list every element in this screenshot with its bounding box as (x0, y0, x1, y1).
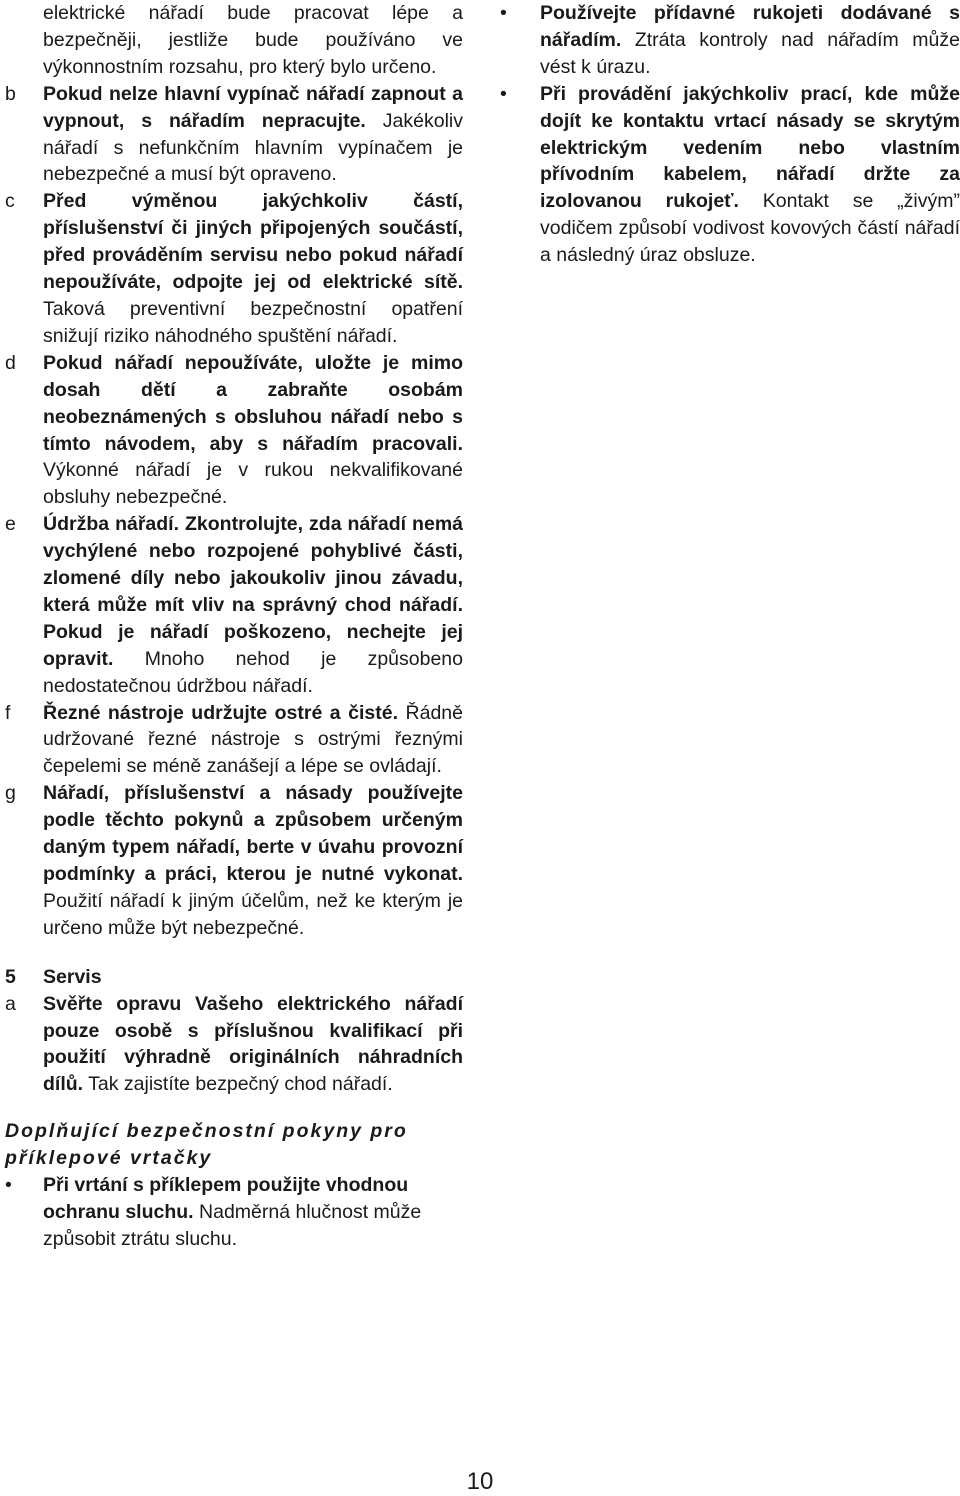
continuation-paragraph (5, 0, 463, 81)
item-normal-text: Výkonné nářadí je v rukou nekvalifikované obsluhy nebezpečné. (43, 459, 463, 509)
item-normal-text: Řádně udržované řezné nástroje s ostrými řeznými čepelemi se méně zanášejí a lépe se ovládají. (43, 701, 463, 778)
bullet-item-handles (500, 0, 960, 81)
list-item-g (5, 780, 463, 941)
bullet-normal-text: Kontakt se „živým” vodičem způsobí vodivost kovových částí nářadí a následný úraz obsluze. (540, 190, 960, 267)
bullet-marker: • (5, 1174, 12, 1197)
item-marker: b (5, 82, 16, 105)
subheading-drill-safety: Doplňující bezpečnostní pokyny pro příklepové vrtačky (5, 1120, 408, 1170)
item-marker: e (5, 513, 16, 536)
item-bold-text: Před výměnou jakýchkoliv částí, příslušenství či jiných připojených součástí, před prováděním servisu nebo pokud nářadí nepoužíváte, odpojte jej od elektrické sítě. (43, 190, 463, 294)
item-marker: d (5, 351, 16, 374)
list-item-b (5, 81, 463, 189)
item-marker: c (5, 190, 15, 213)
section-number: 5 (5, 965, 16, 988)
section-title: Servis (43, 965, 102, 988)
item-normal-text: Mnoho nehod je způsobeno nedostatečnou údržbou nářadí. (43, 647, 463, 697)
list-item-d (5, 350, 463, 511)
item-normal-text: Jakékoliv nářadí s nefunkčním hlavním vypínačem je nebezpečné a musí být opraveno. (43, 109, 463, 186)
bullet-normal-text: Nadměrná hlučnost může způsobit ztrátu sluchu. (43, 1200, 422, 1250)
item-bold-text: Nářadí, příslušenství a násady používejte podle těchto pokynů a způsobem určeným daným typem nářadí, berte v úvahu provozní podmínky a práci, kterou je nutné vykonat. (43, 782, 463, 885)
bullet-bold-text: Při vrtání s příklepem použijte vhodnou ochranu sluchu. (43, 1174, 409, 1223)
bullet-normal-text: Ztráta kontroly nad nářadím může vést k úrazu. (540, 28, 960, 78)
bullet-item-hearing (5, 1172, 463, 1253)
list-item-servis-a (5, 991, 463, 1099)
item-marker: g (5, 782, 16, 805)
bullet-bold-text: Při provádění jakýchkoliv prací, kde může dojít ke kontaktu vrtací násady se skrytým elektrickým vedením nebo vlastním přívodním kabelem, nářadí držte za izolovanou rukojeť. (540, 82, 960, 213)
item-bold-text: Údržba nářadí. Zkontrolujte, zda nářadí nemá vychýlené nebo rozpojené pohyblivé části, zlomené díly nebo jakoukoliv jinou závadu, která může mít vliv na správný chod nářadí. Pokud je nářadí poškozeno, nechejte jej opravit. (43, 513, 463, 670)
bullet-item-insulated-grip (500, 81, 960, 269)
bullet-bold-text: Používejte přídavné rukojeti dodávané s nářadím. (540, 2, 960, 51)
item-marker: f (5, 701, 11, 724)
item-normal-text: Tak zajistíte bezpečný chod nářadí. (83, 1073, 393, 1096)
item-bold-text: Pokud nářadí nepoužíváte, uložte je mimo dosah dětí a zabraňte osobám neobeznámených s obsluhou nářadí nebo s tímto návodem, aby s nářadím pracovali. (43, 351, 463, 455)
bullet-marker: • (500, 2, 507, 24)
item-normal-text: Taková preventivní bezpečnostní opatření snižují riziko náhodného spuštění nářadí. (43, 297, 463, 347)
item-bold-text: Řezné nástroje udržujte ostré a čisté. (43, 701, 399, 724)
list-item-f (5, 700, 463, 781)
section-heading-servis (5, 964, 463, 991)
bullet-marker: • (500, 82, 507, 105)
item-normal-text: Použití nářadí k jiným účelům, než ke kterým je určeno může být nebezpečné. (43, 889, 463, 939)
list-item-c (5, 188, 463, 349)
item-marker: a (5, 992, 16, 1015)
item-bold-text: Svěřte opravu Vašeho elektrického nářadí pouze osobě s příslušnou kvalifikací při použití výhradně originálních náhradních dílů. (43, 992, 463, 1096)
page-number: 10 (466, 1468, 494, 1495)
right-column (500, 0, 960, 269)
continuation-text: elektrické nářadí bude pracovat lépe a bezpečněji, jestliže bude používáno ve výkonnostním rozsahu, pro který bylo určeno. (43, 2, 463, 78)
list-item-e (5, 511, 463, 699)
item-bold-text: Pokud nelze hlavní vypínač nářadí zapnout a vypnout, s nářadím nepracujte. (43, 82, 463, 132)
left-column (5, 0, 463, 1253)
